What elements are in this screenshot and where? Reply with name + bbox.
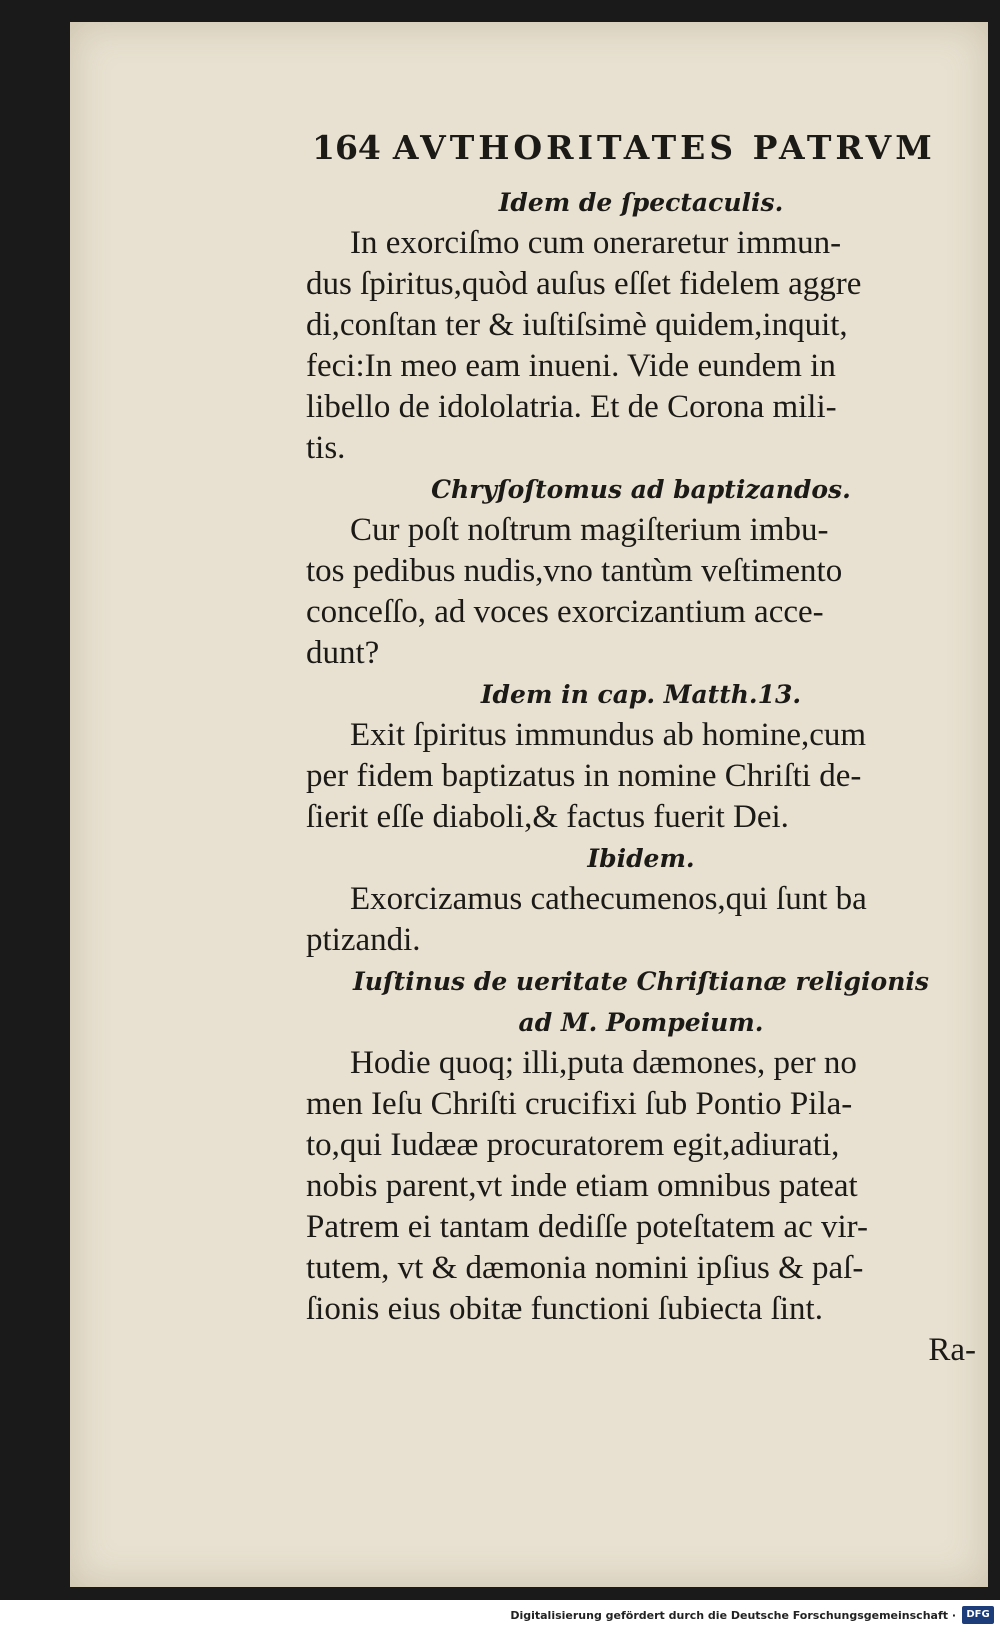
section-heading: Iuſtinus de ueritate Chriſtianæ religionis [353,967,929,996]
text-line: ptizandi. [306,922,421,958]
text-line: Exorcizamus cathecumenos,qui ſunt ba [350,881,867,917]
text-line: feci:In meo eam inueni. Vide eundem in [306,348,836,384]
text-line: tutem, vt & dæmonia nomini ipſius & paſ- [306,1250,864,1286]
book-page [70,22,988,1587]
funding-credit: Digitalisierung gefördert durch die Deutsche Forschungsgemeinschaft · [510,1609,956,1622]
paragraph [306,510,976,674]
section-heading: Chryſoſtomus ad baptizandos. [431,475,851,504]
text-line: ſionis eius obitæ functioni ſubiecta ſint. [306,1291,823,1327]
paragraph [306,1043,976,1330]
page-number: 164 [312,128,381,167]
text-line: In exorciſmo cum oneraretur immun- [350,225,842,261]
paragraph [306,223,976,469]
text-line: conceſſo, ad voces exorcizantium acce- [306,594,824,630]
section [306,469,976,674]
section-heading: Ibidem. [587,844,695,873]
text-line: libello de idololatria. Et de Corona mili- [306,389,837,425]
text-line: tis. [306,430,346,466]
section [306,838,976,961]
text-line: di,conſtan ter & iuſtiſsimè quidem,inquit, [306,307,848,343]
catchword-row [306,1330,976,1371]
text-line: Patrem ei tantam dediſſe poteſtatem ac vir- [306,1209,868,1245]
section-heading-continued: ad M. Pompeium. [518,1008,764,1037]
paragraph [306,879,976,961]
section [306,182,976,469]
text-line: per fidem baptizatus in nomine Chriſti de- [306,758,862,794]
running-title: AVTHORITATES PATRVM [392,128,936,167]
text-line: Exit ſpiritus immundus ab homine,cum [350,717,867,753]
text-line: nobis parent,vt inde etiam omnibus pateat [306,1168,858,1204]
dfg-logo-icon: DFG [962,1606,994,1624]
text-line: Hodie quoq; illi,puta dæmones, per no [350,1045,857,1081]
footer-bar [0,1600,1000,1637]
text-line: to,qui Iudææ procuratorem egit,adiurati, [306,1127,840,1163]
text-line: dunt? [306,635,380,671]
text-line: tos pedibus nudis,vno tantùm veſtimento [306,553,843,589]
page-content [306,128,976,1371]
catchword: Ra- [928,1332,976,1368]
running-head [312,128,976,182]
text-line: men Ieſu Chriſti crucifixi ſub Pontio Pila- [306,1086,853,1122]
section [306,961,976,1330]
text-line: Cur poſt noſtrum magiſterium imbu- [350,512,829,548]
section-heading: Idem in cap. Matth.13. [480,680,802,709]
text-line: ſierit eſſe diaboli,& factus fuerit Dei. [306,799,789,835]
section-heading: Idem de ſpectaculis. [498,188,784,217]
section [306,674,976,838]
paragraph [306,715,976,838]
text-line: dus ſpiritus,quòd auſus eſſet fidelem aggre [306,266,862,302]
